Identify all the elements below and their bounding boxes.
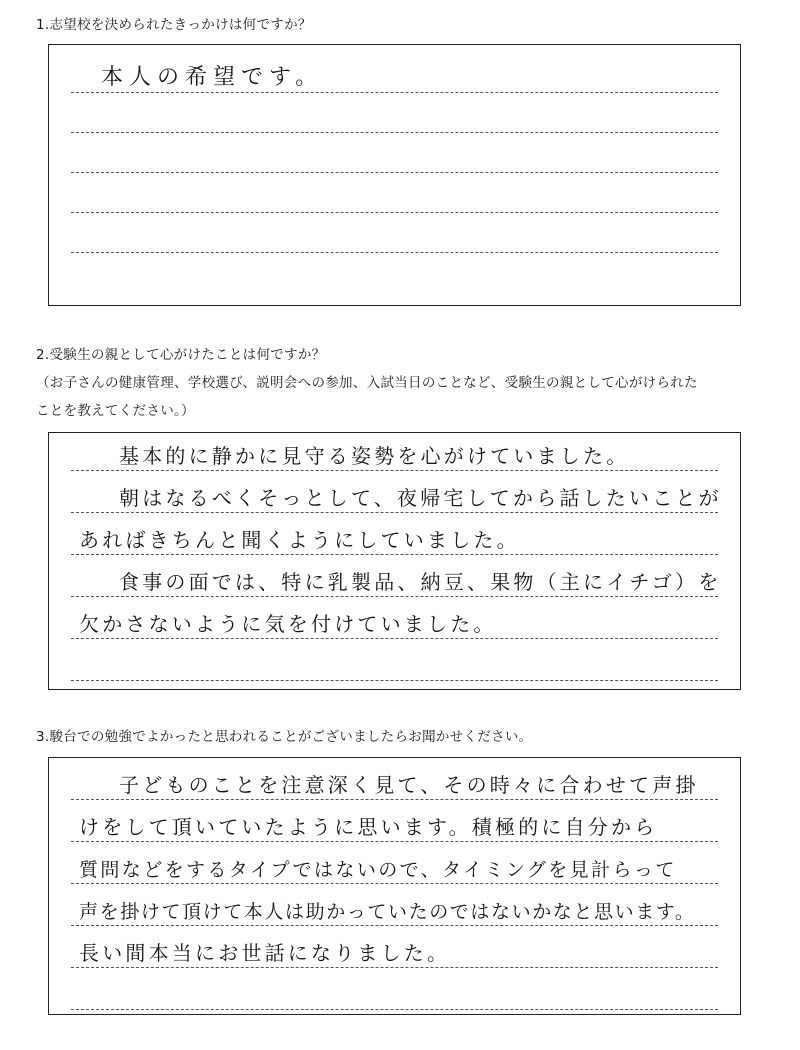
- answer-1-line: [71, 215, 718, 253]
- answer-2-line: [71, 559, 722, 597]
- answer-2-text: 食事の面では、特に乳製品、納豆、果物（主にイチゴ）を: [119, 570, 722, 594]
- question-1-label: 1.志望校を決められたきっかけは何ですか？: [36, 17, 312, 33]
- answer-3-line: [71, 762, 718, 800]
- answer-1-box: [48, 44, 741, 306]
- answer-2-text: あればきちんと聞くようにしていました。: [79, 528, 520, 552]
- answer-2-line: [71, 643, 718, 681]
- answer-1-line: [71, 95, 718, 133]
- answer-2-line: [71, 601, 718, 639]
- answer-3-line: [71, 804, 718, 842]
- answer-2-text: 欠かさないように気を付けていました。: [79, 612, 497, 636]
- answer-3-line: [71, 888, 718, 926]
- answer-3-text: 子どものことを注意深く見て、その時々に合わせて声掛: [119, 773, 699, 797]
- answer-1-line: [71, 55, 718, 93]
- answer-2-box: [48, 432, 741, 690]
- question-2-label: 2.受験生の親として心がけたことは何ですか？: [36, 347, 326, 363]
- answer-3-text: 声を掛けて頂けて本人は助かっていたのではないかなと思います。: [79, 901, 696, 923]
- answer-3-line: [71, 846, 718, 884]
- answer-3-box: [48, 757, 741, 1015]
- answer-3-text: けをして頂いていたように思います。積極的に自分から: [79, 815, 658, 839]
- answer-2-line: [71, 475, 722, 513]
- question-2-note: ことを教えてください。）: [36, 403, 195, 419]
- answer-1-line: [71, 175, 718, 213]
- answer-2-text: 朝はなるべくそっとして、夜帰宅してから話したいことが: [119, 486, 722, 510]
- answer-2-line: [71, 517, 718, 555]
- answer-3-text: 質問などをするタイプではないので、タイミングを見計らって: [79, 859, 677, 881]
- answer-3-line: [71, 972, 718, 1010]
- answer-3-line: [71, 930, 718, 968]
- answer-2-line: [71, 433, 718, 471]
- answer-3-text: 長い間本当にお世話になりました。: [79, 941, 451, 965]
- answer-2-text: 基本的に静かに見守る姿勢を心がけていました。: [119, 444, 630, 468]
- answer-1-text: 本人の希望です。: [101, 65, 324, 90]
- question-3-label: 3.駿台での勉強でよかったと思われることがございましたらお聞かせください。: [36, 729, 533, 745]
- answer-1-line: [71, 135, 718, 173]
- question-2-note: （お子さんの健康管理、学校選び、説明会への参加、入試当日のことなど、受験生の親として心がけられた: [36, 375, 698, 391]
